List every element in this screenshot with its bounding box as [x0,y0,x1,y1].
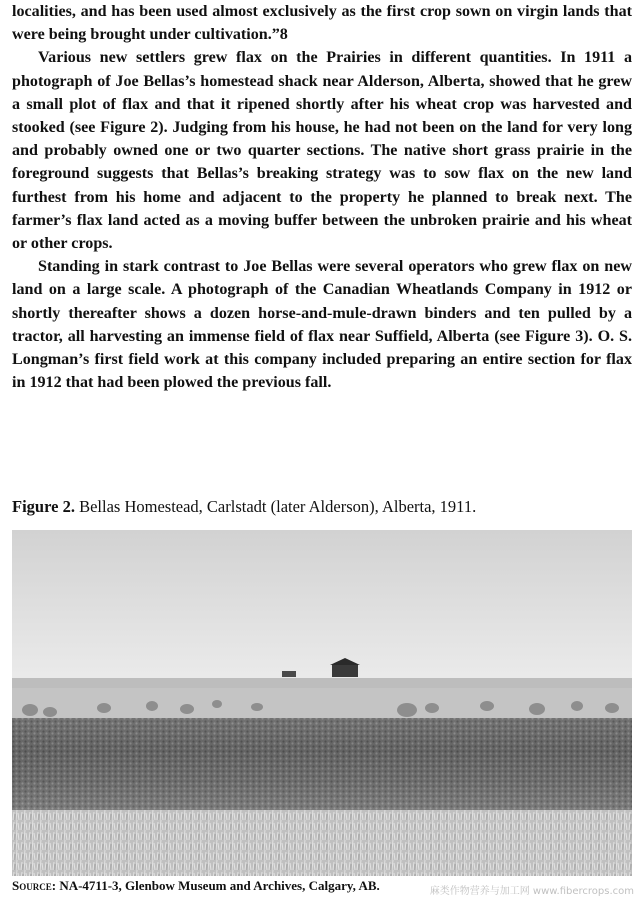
body-text [12,0,632,394]
figure-label: Figure 2. [12,497,75,516]
figure-caption [12,496,632,518]
paragraph-2: Various new settlers grew flax on the Prairies in different quantities. In 1911 a photograph of Joe Bellas’s homestead shack near Alderson, Alberta, showed that he grew a small plot of flax and that it ripened shortly after his wheat crop was harvested and stooked (see Figure 2). Judging from his house, he had not been on the land for very long and probably owned one or two quarter sections. The native short grass prairie in the foreground suggests that Bellas’s breaking strategy was to sow flax on the new land furthest from his home and adjacent to the property he planned to break next. The farmer’s flax land acted as a moving buffer between the unbroken prairie and his wheat or other crops. [12,49,632,253]
watermark: 麻类作物营养与加工网 www.fibercrops.com [429,886,634,897]
source-text: NA-4711-3, Glenbow Museum and Archives, Calgary, AB. [59,878,380,893]
source-label: Source: [12,878,57,893]
paragraph-1: localities, and has been used almost exclusively as the first crop sown on virgin lands that were being brought under cultivation.”8 [12,3,632,44]
homestead-photo [12,530,632,876]
photo-source [12,877,380,895]
paragraph-3: Standing in stark contrast to Joe Bellas were several operators who grew flax on new land on a large scale. A photograph of the Canadian Wheatlands Company in 1912 or shortly thereafter shows a dozen horse-and-mule-drawn binders and ten pulled by a tractor, all harvesting an immense field of flax near Suffield, Alberta (see Figure 3). O. S. Longman’s first field work at this company included preparing an entire section for flax in 1912 that had been plowed the previous fall. [12,258,632,392]
sky [12,530,632,682]
figure-caption-text: Bellas Homestead, Carlstadt (later Alderson), Alberta, 1911. [79,497,477,516]
horizon [12,678,632,688]
